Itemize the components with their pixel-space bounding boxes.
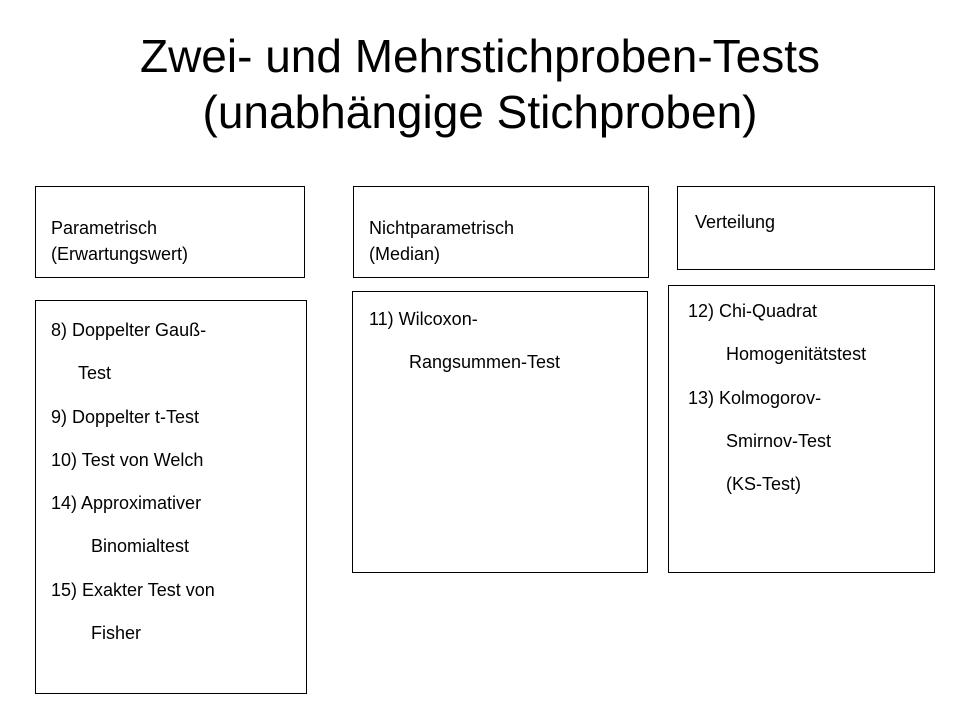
slide-title-line-2: (unabhängige Stichproben) xyxy=(202,86,758,138)
list-item: Test xyxy=(78,363,112,384)
list-item: 11) Wilcoxon- xyxy=(369,309,478,329)
list-item: 12) Chi-Quadrat xyxy=(688,301,818,321)
content-box-distribution xyxy=(668,285,935,573)
list-item: Fisher xyxy=(91,623,142,644)
list-item: Binomialtest xyxy=(91,536,190,557)
content-box-parametric xyxy=(35,300,307,694)
header-nonparametric-line-1: Nichtparametrisch xyxy=(369,218,515,238)
header-text-nonparametric xyxy=(369,215,514,267)
header-box-parametric xyxy=(35,186,305,278)
test-list-distribution xyxy=(688,290,866,506)
list-item: 13) Kolmogorov- xyxy=(688,387,822,408)
slide-title-line-1: Zwei- und Mehrstichproben-Tests xyxy=(139,30,821,82)
list-item: (KS-Test) xyxy=(726,474,802,495)
header-distribution-line-1: Verteilung xyxy=(695,212,776,232)
header-box-distribution xyxy=(677,186,935,270)
header-text-parametric xyxy=(51,215,188,267)
list-item: Smirnov-Test xyxy=(726,430,832,451)
header-box-nonparametric xyxy=(353,186,649,278)
list-item: 9) Doppelter t-Test xyxy=(51,406,200,427)
list-item: 10) Test von Welch xyxy=(51,449,204,470)
slide-title xyxy=(0,28,960,140)
test-list-nonparametric xyxy=(369,298,560,385)
header-nonparametric-line-2: (Median) xyxy=(369,244,441,264)
content-box-nonparametric xyxy=(352,291,648,573)
list-item: Rangsummen-Test xyxy=(409,352,561,373)
header-parametric-line-2: (Erwartungswert) xyxy=(51,244,189,264)
list-item: Homogenitätstest xyxy=(726,344,867,365)
header-text-distribution xyxy=(695,209,775,235)
list-item: 14) Approximativer xyxy=(51,493,202,514)
header-parametric-line-1: Parametrisch xyxy=(51,218,158,238)
list-item: 8) Doppelter Gauß- xyxy=(51,320,207,340)
test-list-parametric xyxy=(51,309,215,655)
list-item: 15) Exakter Test von xyxy=(51,579,215,600)
